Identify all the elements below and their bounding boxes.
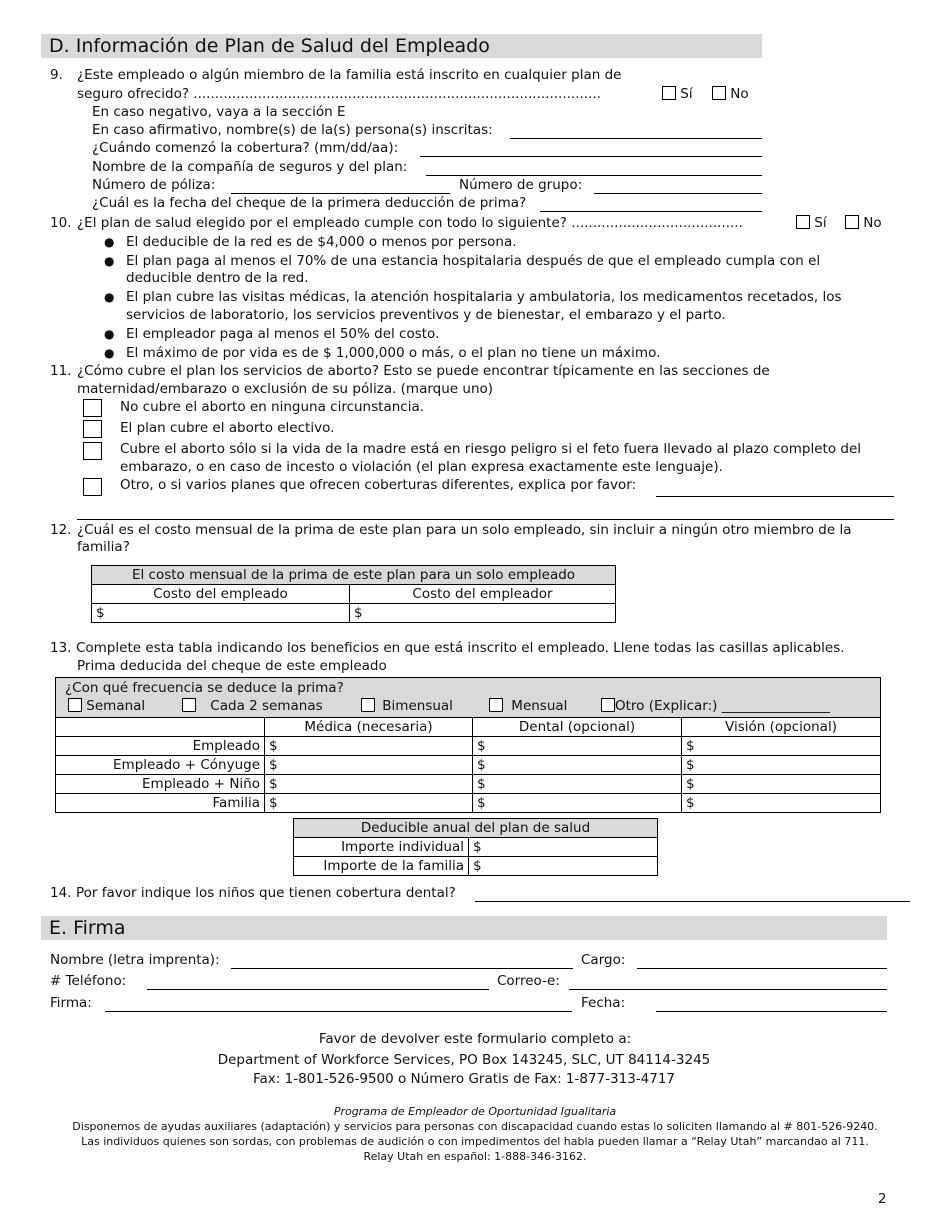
q10-bullet-3b: servicios de laboratorio, los servicios preventivos y de bienestar, el embarazo y el parto. [126,307,726,323]
q9-company-label: Nombre de la compañía de seguros y del plan: [92,159,408,175]
fax-numbers: Fax: 1-801-526-9500 o Número Gratis de Fax: 1-877-313-4717 [252,1071,676,1087]
q11-option-3b: embarazo, o en caso de incesto o violación (el plan expresa exactamente este lenguaje). [120,459,723,475]
q13-cell[interactable]: $ [473,775,682,794]
q11-other-field-1[interactable] [656,496,894,497]
q12-number: 12. [50,522,72,538]
q13-freq-biweekly-label: Cada 2 semanas [210,698,323,714]
q13-freq-other[interactable] [601,698,830,714]
q9-negative-note: En caso negativo, vaya a la sección E [92,104,346,120]
q9-group-label: Número de grupo: [459,177,583,193]
position-field[interactable] [637,968,887,969]
q9-names-field[interactable] [510,138,762,139]
bullet-icon: ● [104,346,115,360]
q13-cell[interactable]: $ [682,756,881,775]
q13-line1: Complete esta tabla indicando los beneficios en que está inscrito el empleado. Llene todas las casillas aplicables. [76,640,845,656]
q10-bullet-5: El máximo de por vida es de $ 1,000,000 o más, o el plan no tiene un máximo. [126,345,661,361]
q9-line2: seguro ofrecido? ............................................................................................... [77,86,601,102]
q9-no-option[interactable] [712,86,749,102]
q13-cell[interactable]: $ [473,794,682,813]
q9-group-field[interactable] [594,193,762,194]
q13-cell[interactable]: $ [682,775,881,794]
return-address: Department of Workforce Services, PO Box 143245, SLC, UT 84114-3245 [217,1052,711,1068]
q13-ded-label: Importe individual [294,838,469,857]
q13-header-blank [56,718,265,737]
q13-freq-bimonthly-checkbox[interactable] [361,698,375,712]
q9-line1: ¿Este empleado o algún miembro de la familia está inscrito en cualquier plan de [77,67,622,83]
q11-line2: maternidad/embarazo o exclusión de su póliza. (marque uno) [77,381,494,397]
q13-frequency-box [55,677,881,718]
q13-number: 13. [50,640,72,656]
q9-start-label: ¿Cuándo comenzó la cobertura? (mm/dd/aa): [92,140,399,156]
q13-row-label: Empleado + Cónyuge [56,756,265,775]
relay-spanish: Relay Utah en español: 1-888-346-3162. [363,1150,587,1163]
q9-deduction-field[interactable] [540,211,762,212]
table-row [56,794,881,813]
q13-ded-cell[interactable]: $ [469,838,658,857]
q11-option-1-checkbox[interactable] [83,399,102,417]
table-row [56,756,881,775]
q13-frequency-question: ¿Con qué frecuencia se deduce la prima? [65,680,344,696]
q13-ded-label: Importe de la familia [294,857,469,876]
q9-no-label: No [730,86,749,102]
q13-row-label: Empleado + Niño [56,775,265,794]
q13-freq-weekly-label: Semanal [86,698,146,714]
q12-table-title: El costo mensual de la prima de este plan para un solo empleado [92,566,616,585]
q9-start-field[interactable] [420,156,762,157]
q13-row-label: Empleado [56,737,265,756]
section-d-header [41,34,762,58]
section-d-title: D. Información de Plan de Salud del Empleado [49,35,490,57]
bullet-icon: ● [104,254,115,268]
q13-freq-other-label: Otro (Explicar:) ________________ [615,698,830,714]
q10-no-label: No [863,215,882,231]
q10-bullet-3a: El plan cubre las visitas médicas, la atención hospitalaria y ambulatoria, los medicamentos recetados, los [126,289,842,305]
q12-premium-table [91,565,616,623]
q13-cell[interactable]: $ [265,794,473,813]
signature-field[interactable] [105,1011,572,1012]
q9-deduction-label: ¿Cuál es la fecha del cheque de la primera deducción de prima? [92,195,527,211]
q13-cell[interactable]: $ [265,756,473,775]
q13-col-dental: Dental (opcional) [473,718,682,737]
q13-freq-monthly[interactable] [489,698,567,714]
q11-line1: ¿Cómo cubre el plan los servicios de aborto? Esto se puede encontrar típicamente en las secciones de [77,363,770,379]
q10-no-checkbox[interactable] [845,215,859,229]
q10-si-label: Sí [814,215,827,231]
q13-cell[interactable]: $ [682,794,881,813]
q11-number: 11. [50,363,72,379]
signature-label: Firma: [50,995,92,1011]
q12-col-employee: Costo del empleado [92,585,350,604]
q9-number: 9. [50,67,63,83]
phone-label: # Teléfono: [50,973,127,989]
position-label: Cargo: [581,952,626,968]
table-row [294,838,658,857]
q13-cell[interactable]: $ [473,756,682,775]
relay-notice: Las individuos quienes son sordas, con problemas de audición o con impedimentos del habla pueden llamar a “Relay Utah” marcandao al 711. [81,1135,869,1148]
q10-bullet-4: El empleador paga al menos el 50% del costo. [126,326,440,342]
equal-opportunity: Programa de Empleador de Oportunidad Igualitaria [333,1105,617,1118]
aids-notice: Disponemos de ayudas auxiliares (adaptación) y servicios para personas con discapacidad cuando estas lo soliciten llamando al # 801-526-9240. [72,1120,878,1133]
table-row [56,737,881,756]
email-label: Correo-e: [497,973,560,989]
q12-line1: ¿Cuál es el costo mensual de la prima de este plan para un solo empleado, sin incluir a ningún otro miembro de la [77,522,852,538]
q13-freq-weekly-checkbox[interactable] [68,698,82,712]
bullet-icon: ● [104,235,115,249]
q13-cell[interactable]: $ [682,737,881,756]
q9-no-checkbox[interactable] [712,86,726,100]
name-label: Nombre (letra imprenta): [50,952,220,968]
q13-freq-bimonthly[interactable] [361,698,453,714]
q13-row-label: Familia [56,794,265,813]
q9-policy-field[interactable] [231,193,450,194]
q11-option-2: El plan cubre el aborto electivo. [120,420,335,436]
q10-text: ¿El plan de salud elegido por el empleado cumple con todo lo siguiente? ........................................ [77,215,743,231]
q12-line2: familia? [77,539,130,555]
q13-ded-cell[interactable]: $ [469,857,658,876]
section-e-header [41,916,887,940]
table-row [294,857,658,876]
q13-freq-bimonthly-label: Bimensual [382,698,453,714]
q10-number: 10. [50,215,72,231]
date-field[interactable] [656,1011,887,1012]
q14-field[interactable] [475,901,910,902]
q13-freq-monthly-checkbox[interactable] [489,698,503,712]
q11-option-3-checkbox[interactable] [83,442,102,460]
q13-freq-other-checkbox[interactable] [601,698,615,712]
section-e-title: E. Firma [49,917,126,939]
q9-names-label: En caso afirmativo, nombre(s) de la(s) persona(s) inscritas: [92,122,493,138]
q12-col-employer: Costo del empleador [350,585,616,604]
q11-option-2-checkbox[interactable] [83,420,102,438]
q11-option-1: No cubre el aborto en ninguna circunstancia. [120,399,425,415]
q10-no-option[interactable] [845,215,882,231]
table-row [56,775,881,794]
q13-deductible-table [293,818,658,876]
q13-cell[interactable]: $ [265,775,473,794]
page-number: 2 [878,1191,887,1207]
q13-cell[interactable]: $ [473,737,682,756]
q12-employee-cost-cell[interactable]: $ [92,604,350,623]
return-instructions: Favor de devolver este formulario completo a: [318,1031,632,1047]
q13-cell[interactable]: $ [265,737,473,756]
q13-freq-monthly-label: Mensual [511,698,568,714]
q9-company-field[interactable] [426,175,762,176]
q12-employer-cost-cell[interactable]: $ [350,604,616,623]
q10-bullet-1: El deducible de la red es de $4,000 o menos por persona. [126,234,517,250]
q13-col-vision: Visión (opcional) [682,718,881,737]
q13-deductible-title: Deducible anual del plan de salud [294,819,658,838]
q9-si-label: Sí [680,86,693,102]
date-label: Fecha: [581,995,626,1011]
q13-freq-weekly[interactable] [68,698,145,714]
bullet-icon: ● [104,290,115,304]
q11-option-4-checkbox[interactable] [83,478,102,496]
bullet-icon: ● [104,327,115,341]
q13-line2: Prima deducida del cheque de este empleado [77,658,387,674]
q10-si-option[interactable] [796,215,827,231]
q9-si-option[interactable] [662,86,693,102]
q13-freq-biweekly[interactable] [182,698,323,714]
q9-si-checkbox[interactable] [662,86,676,100]
q11-option-4: Otro, o si varios planes que ofrecen coberturas diferentes, explica por favor: [120,477,637,493]
phone-field[interactable] [147,989,489,990]
q13-freq-biweekly-checkbox[interactable] [182,698,196,712]
name-field[interactable] [231,968,573,969]
q10-bullet-2b: deducible dentro de la red. [126,270,309,286]
q10-si-checkbox[interactable] [796,215,810,229]
q13-col-medical: Médica (necesaria) [265,718,473,737]
q11-other-field-2[interactable] [77,519,894,520]
q14-text: Por favor indique los niños que tienen cobertura dental? [76,885,456,901]
q14-number: 14. [50,885,72,901]
q11-option-3a: Cubre el aborto sólo si la vida de la madre está en riesgo peligro si el feto fuera llevado al plazo completo del [120,441,862,457]
email-field[interactable] [569,989,887,990]
q9-policy-label: Número de póliza: [92,177,216,193]
q10-bullet-2a: El plan paga al menos el 70% de una estancia hospitalaria después de que el empleado cumpla con el [126,253,821,269]
q13-benefits-table [55,717,881,813]
